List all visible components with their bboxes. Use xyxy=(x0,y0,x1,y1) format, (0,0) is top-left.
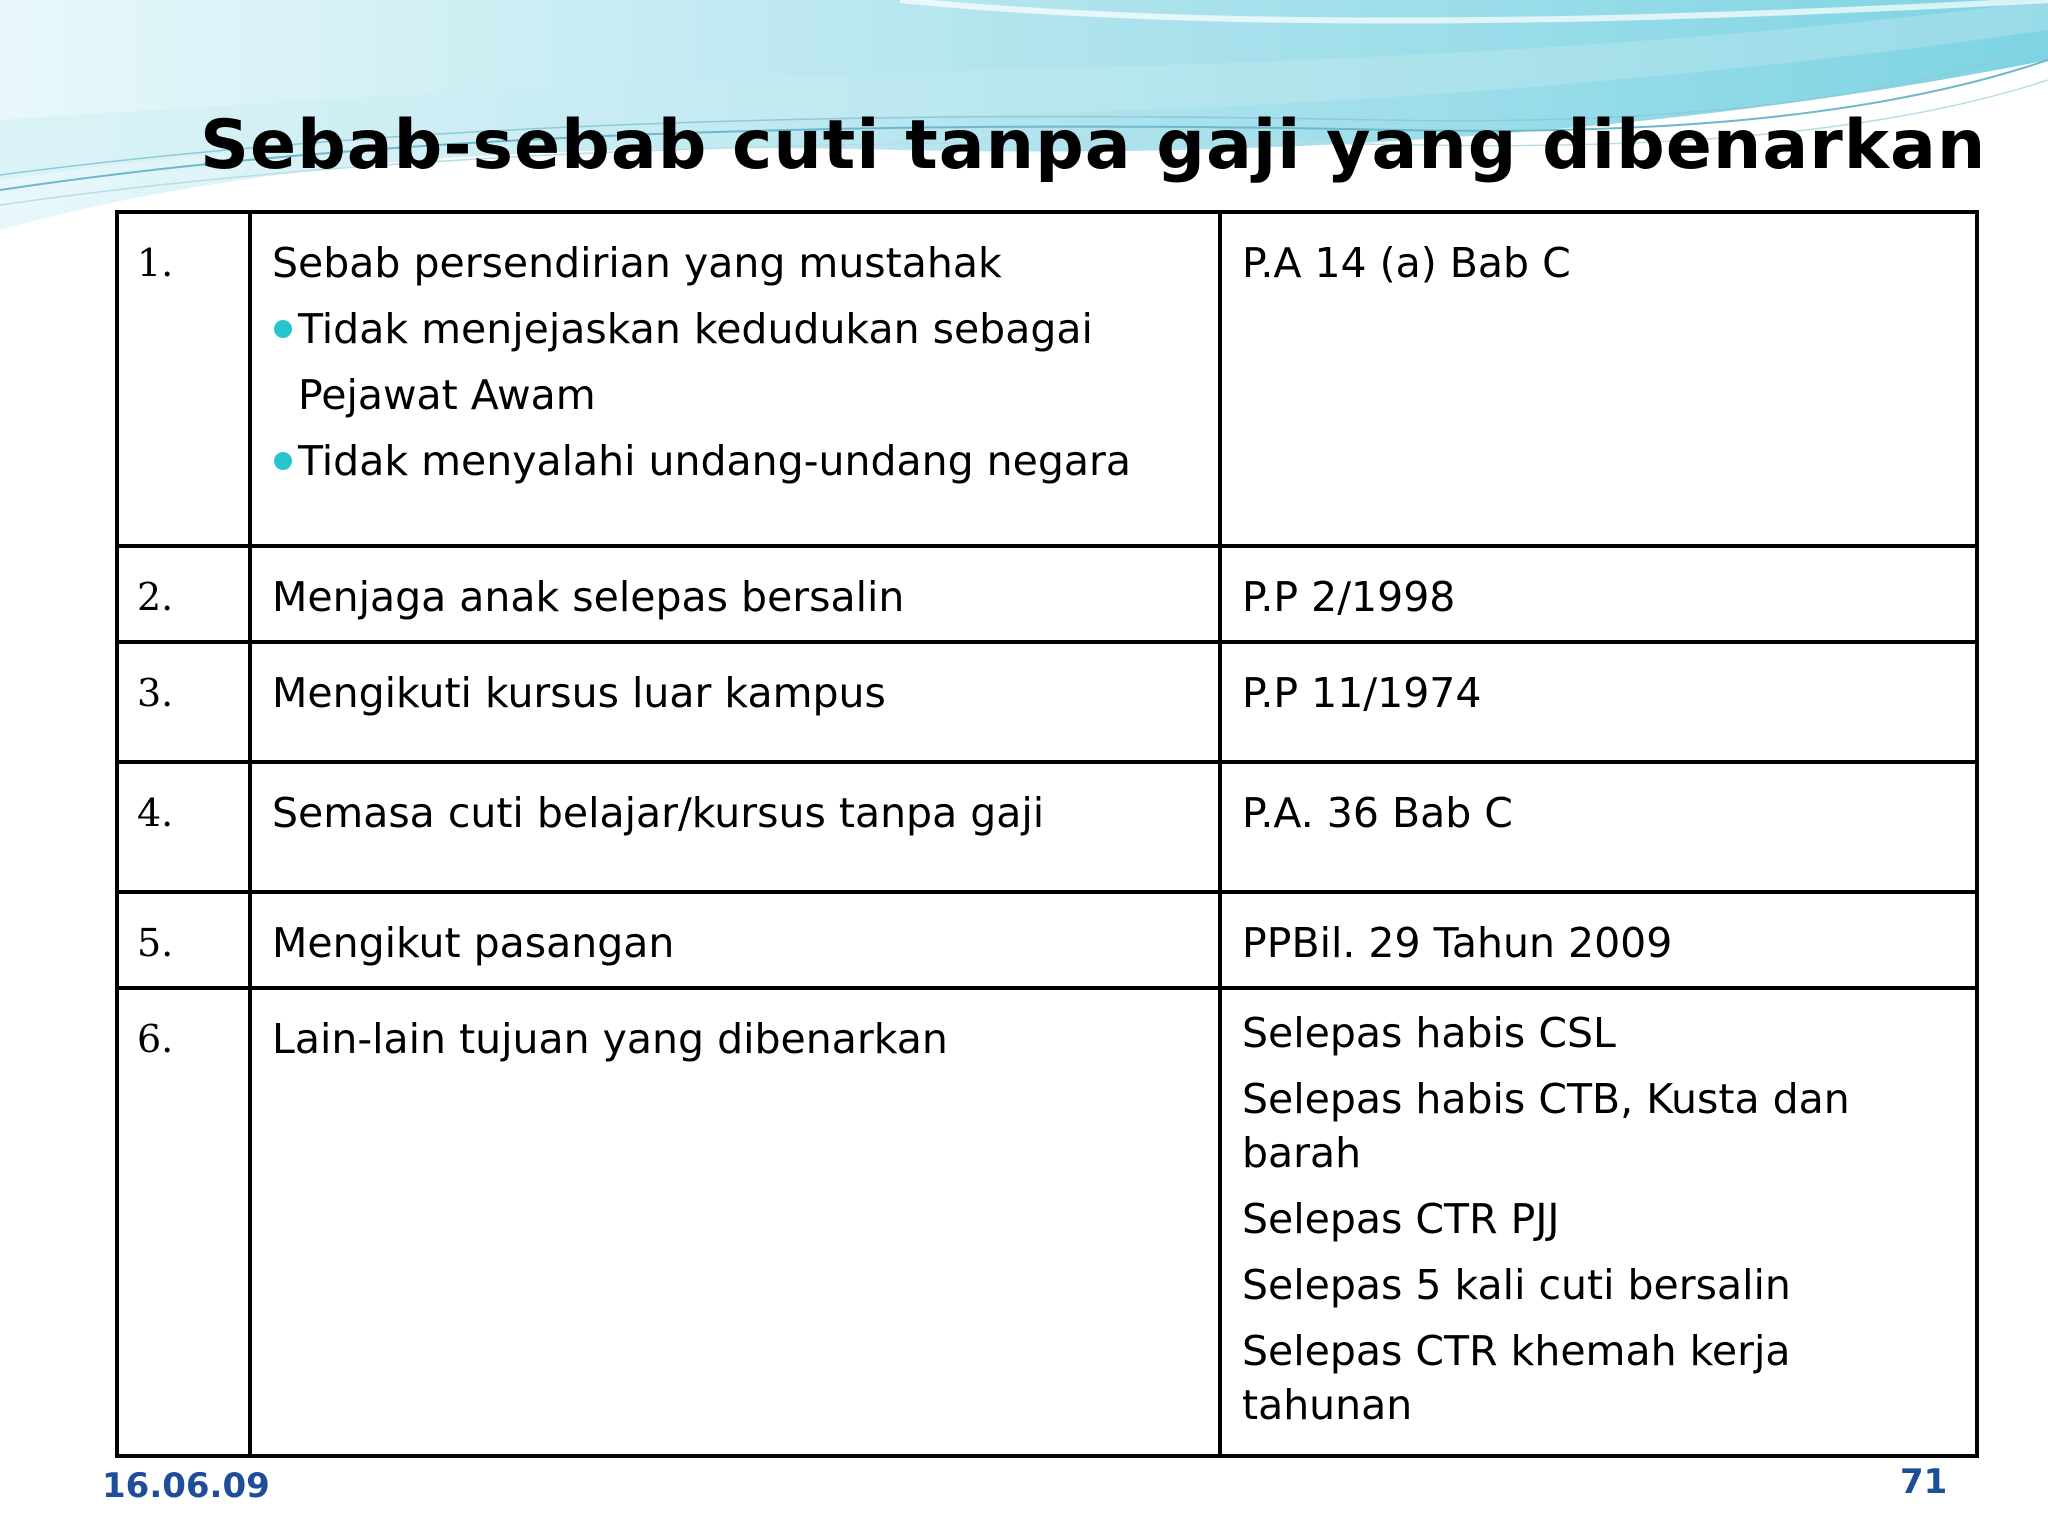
reason-text: Menjaga anak selepas bersalin xyxy=(250,546,1220,642)
leave-reasons-table xyxy=(115,210,1979,1458)
reason-text: Mengikuti kursus luar kampus xyxy=(250,642,1220,762)
reason-text: Sebab persendirian yang mustahak xyxy=(272,239,1002,287)
reference-text: P.A. 36 Bab C xyxy=(1220,762,1977,892)
row-number: 2. xyxy=(117,546,250,642)
reference-text: Selepas CTR khemah kerja tahunan xyxy=(1242,1327,1791,1429)
footer-date: 16.06.09 xyxy=(102,1466,270,1506)
page-number: 71 xyxy=(1900,1462,1948,1502)
reference-cell xyxy=(1220,988,1977,1456)
reference-cell xyxy=(1220,212,1977,546)
reference-text: PPBil. 29 Tahun 2009 xyxy=(1220,892,1977,988)
table-row xyxy=(117,762,1977,892)
bullet-item: Tidak menyalahi undang-undang negara xyxy=(272,428,1198,494)
table-row xyxy=(117,642,1977,762)
reference-text: P.P 11/1974 xyxy=(1220,642,1977,762)
table-row xyxy=(117,212,1977,546)
reference-text: Selepas 5 kali cuti bersalin xyxy=(1242,1261,1791,1309)
table-row xyxy=(117,988,1977,1456)
reference-text: P.A 14 (a) Bab C xyxy=(1242,239,1571,287)
reason-text: Mengikut pasangan xyxy=(250,892,1220,988)
reason-cell xyxy=(250,212,1220,546)
reason-text: Semasa cuti belajar/kursus tanpa gaji xyxy=(250,762,1220,892)
row-number: 5. xyxy=(117,892,250,988)
row-number: 4. xyxy=(117,762,250,892)
reference-text: Selepas habis CSL xyxy=(1242,1009,1616,1057)
row-number: 6. xyxy=(117,988,250,1456)
reference-text: Selepas habis CTB, Kusta dan barah xyxy=(1242,1075,1850,1177)
row-number: 1. xyxy=(117,212,250,546)
bullet-item: Tidak menjejaskan kedudukan sebagai Pejawat Awam xyxy=(272,296,1198,428)
table-row xyxy=(117,546,1977,642)
reference-text: Selepas CTR PJJ xyxy=(1242,1195,1560,1243)
table-row xyxy=(117,892,1977,988)
row-number: 3. xyxy=(117,642,250,762)
reason-text: Lain-lain tujuan yang dibenarkan xyxy=(250,988,1220,1456)
slide-title: Sebab-sebab cuti tanpa gaji yang dibenarkan xyxy=(200,106,1987,185)
reference-text: P.P 2/1998 xyxy=(1220,546,1977,642)
